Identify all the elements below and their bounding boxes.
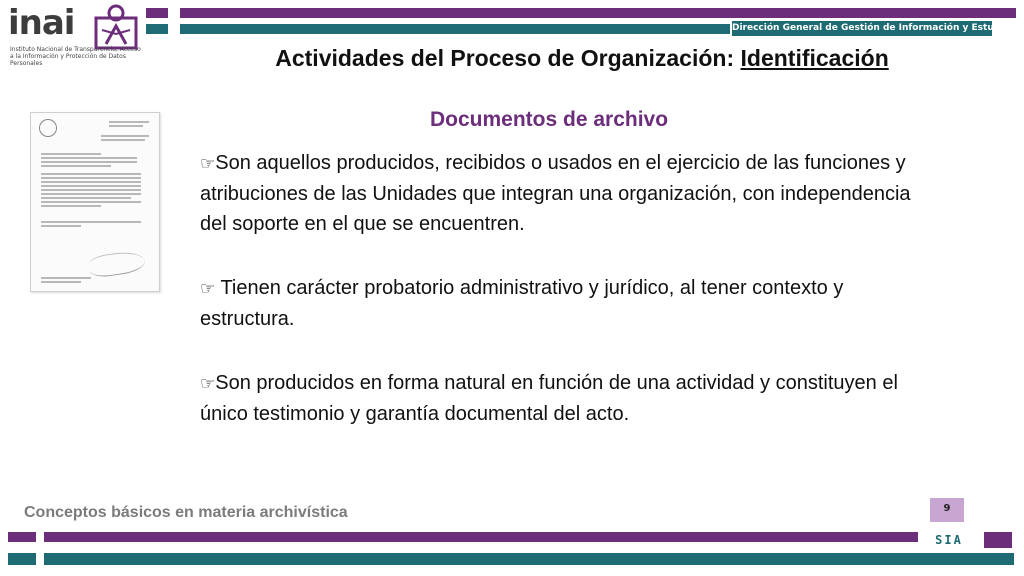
- slide-title: [0, 45, 1024, 72]
- pointing-hand-icon: ☞: [200, 279, 216, 299]
- logo-figure-icon: [94, 4, 138, 50]
- bullet-item: [200, 368, 940, 429]
- pointing-hand-icon: ☞: [200, 154, 216, 174]
- bottom-purple-bar: [44, 532, 918, 542]
- top-teal-bar: [180, 24, 730, 34]
- sia-badge: SIA: [918, 532, 980, 548]
- slide-title-underlined: Identificación: [740, 45, 889, 71]
- document-thumbnail: [30, 112, 160, 292]
- bullet-item: [200, 273, 940, 334]
- slide-title-prefix: Actividades del Proceso de Organización:: [275, 45, 741, 71]
- top-teal-bar-small: [146, 24, 168, 34]
- logo-subtitle: Instituto Nacional de Transparencia, Acceso a la Información y Protección de Datos Personales: [10, 46, 141, 67]
- page-number: 9: [930, 498, 964, 522]
- logo-wordmark: inai: [8, 3, 75, 43]
- footer-caption: Conceptos básicos en materia archivística: [24, 504, 348, 521]
- header-ribbon: Dirección General de Gestión de Información y Estudios: [732, 21, 992, 36]
- bullet-item: [200, 148, 940, 239]
- signature-mark: [88, 249, 147, 279]
- bottom-purple-bar-small: [8, 532, 36, 542]
- bullet-list: [200, 148, 940, 429]
- bottom-purple-bar-right: [984, 532, 1012, 548]
- pointing-hand-icon: ☞: [200, 374, 216, 394]
- top-purple-bar: [180, 8, 1016, 18]
- bullet-text: Tienen carácter probatorio administrativo y jurídico, al tener contexto y estructura.: [200, 277, 844, 330]
- bullet-text: Son aquellos producidos, recibidos o usados en el ejercicio de las funciones y atribuciones de las Unidades que integran una organización, con independencia del soporte en el que se encuentren.: [200, 152, 911, 235]
- top-purple-bar-small: [146, 8, 168, 18]
- section-subtitle: Documentos de archivo: [430, 108, 669, 131]
- seal-icon: [39, 119, 57, 137]
- bullet-text: Son producidos en forma natural en función de una actividad y constituyen el único testimonio y garantía documental del acto.: [200, 372, 898, 425]
- bottom-teal-bar-small: [8, 553, 36, 565]
- bottom-teal-bar: [44, 553, 1014, 565]
